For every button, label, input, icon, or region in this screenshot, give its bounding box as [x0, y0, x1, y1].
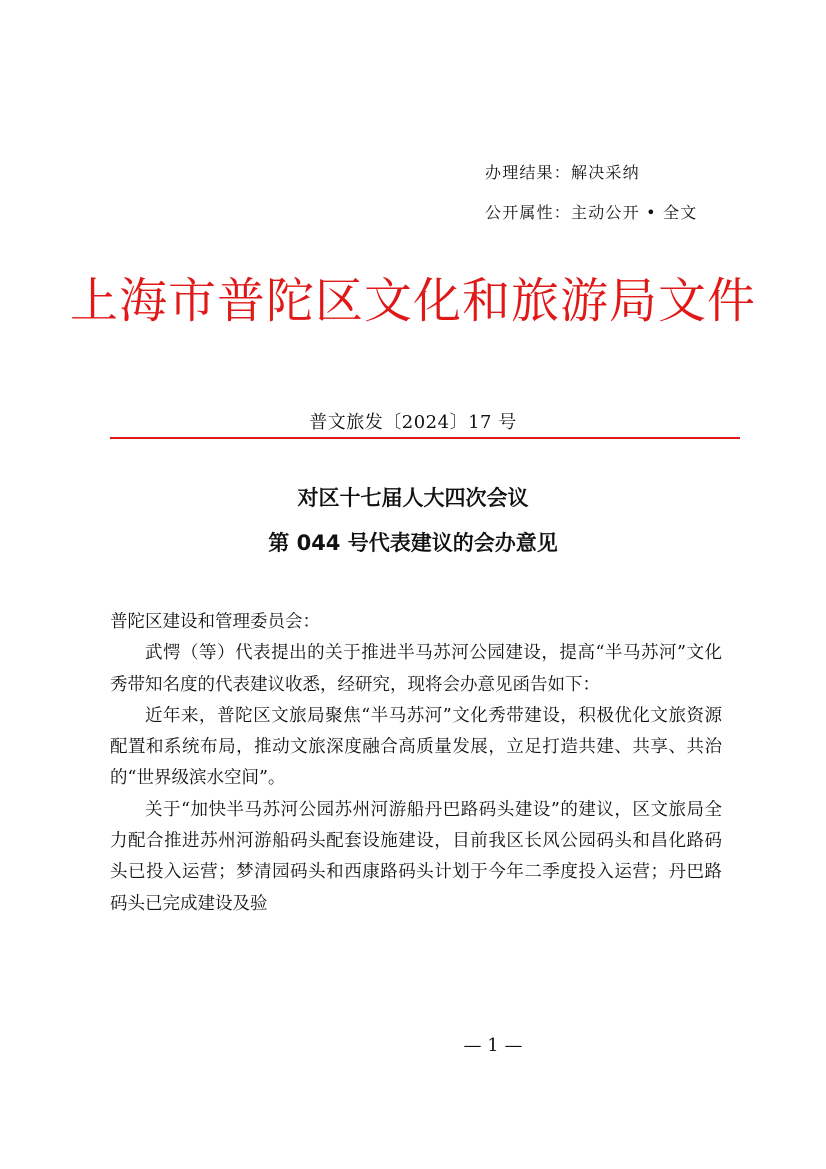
document-issuer-title: 上海市普陀区文化和旅游局文件: [69, 273, 756, 329]
body-paragraph: 武愕（等）代表提出的关于推进半马苏河公园建设，提高“半马苏河”文化秀带知名度的代表建议收悉，经研究，现将会办意见函告如下：: [110, 643, 722, 695]
disclosure-attribute: 公开属性：主动公开 • 全文: [485, 203, 698, 222]
headline-line-2: 第 044 号代表建议的会办意见: [268, 531, 558, 555]
handling-result: 办理结果：解决采纳: [485, 163, 640, 182]
headline-line-1: 对区十七届人大四次会议: [297, 486, 529, 510]
body-paragraph: 关于“加快半马苏河公园苏州河游船丹巴路码头建设”的建议，区文旅局全力配合推进苏州河游船码头配套设施建设，目前我区长风公园码头和昌化路码头已投入运营；梦清园码头和西康路码头计划于今年二季度投入运营；丹巴路码头已完成建设及验: [110, 799, 722, 914]
red-divider: [110, 437, 740, 439]
salutation: 普陀区建设和管理委员会：: [110, 612, 320, 632]
document-number: 普文旅发〔2024〕17 号: [309, 412, 517, 433]
page-number: — 1 —: [463, 1035, 523, 1056]
document-body: [110, 607, 722, 920]
body-paragraph: 近年来，普陀区文旅局聚焦“半马苏河”文化秀带建设，积极优化文旅资源配置和系统布局，推动文旅深度融合高质量发展，立足打造共建、共享、共治的“世界级滨水空间”。: [110, 705, 722, 789]
